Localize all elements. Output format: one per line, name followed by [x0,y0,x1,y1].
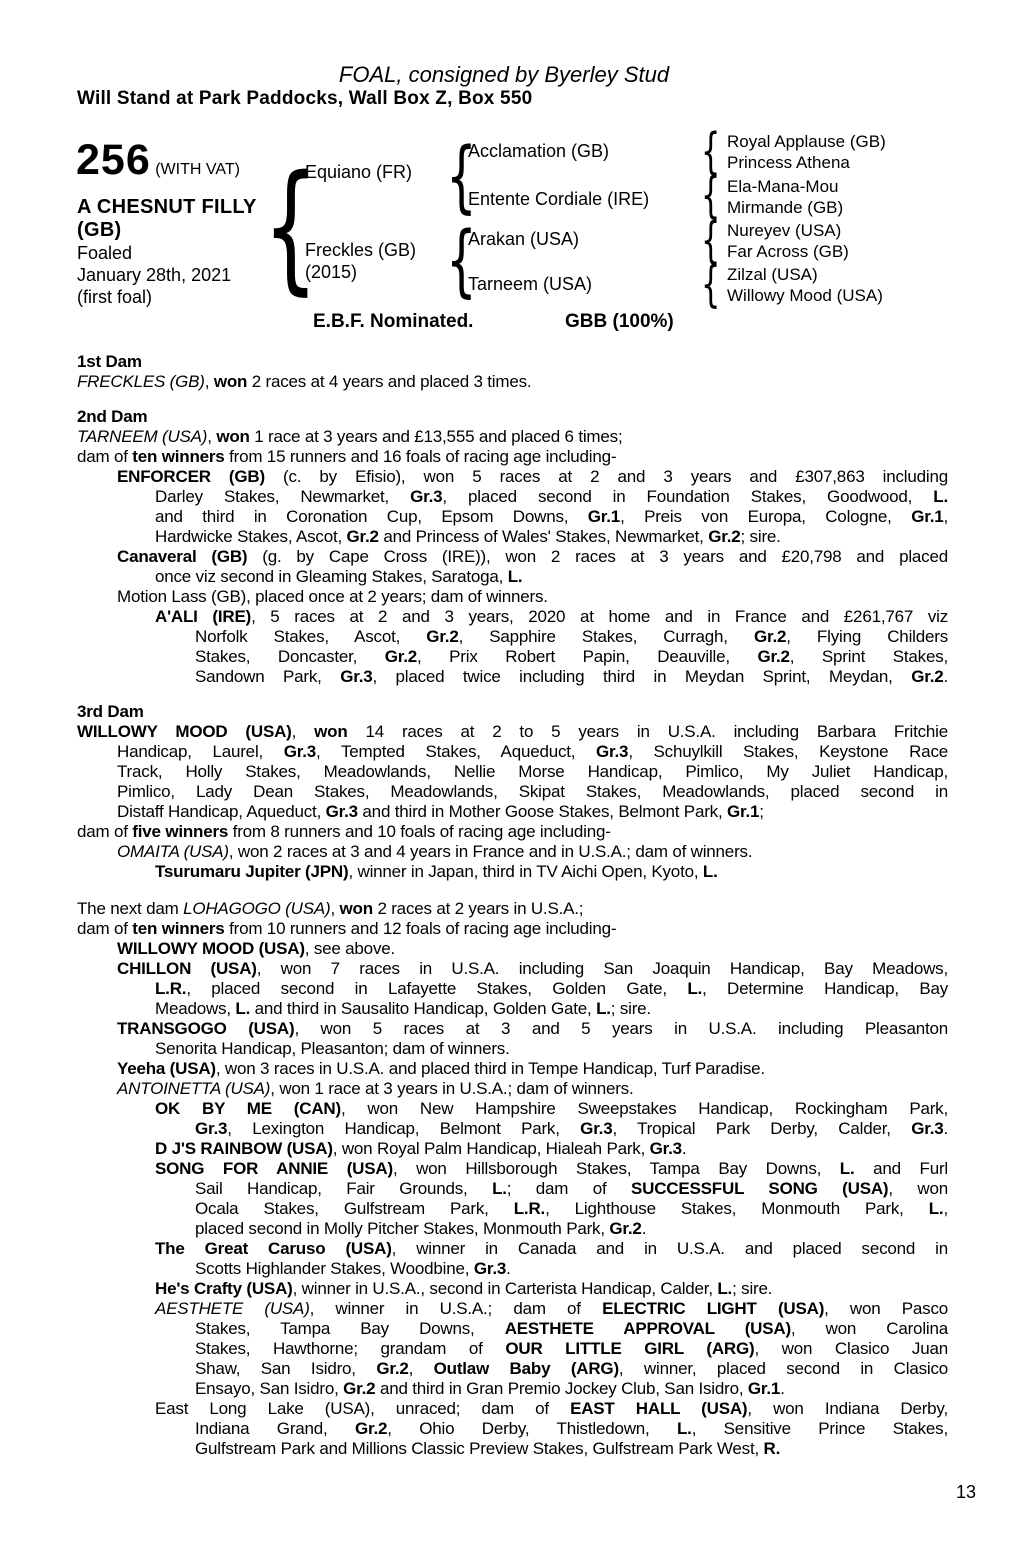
body-text-segment: , won Clasico Juan [754,1339,948,1358]
body-text-segment: Gr.3 [473,1259,507,1278]
body-text-segment: , placed twice including third in Meydan Sprint, Meydan, [372,667,912,686]
body-text-segment: Sail Handicap, Fair Grounds, [195,1179,493,1198]
body-text-segment: 2 races at 4 years and placed 3 times. [247,372,532,391]
body-text-segment: , Tropical Park Derby, Calder, [612,1119,912,1138]
body-line [77,487,948,507]
body-line [77,1299,948,1319]
body-text-segment: Gr.2 [355,1419,388,1438]
body-text-segment: (g. by Cape Cross (IRE)), won 2 races at 3 years and £20,798 and placed [247,547,948,566]
body-text-segment: Gr.2 [757,647,790,666]
pedigree-text-body [77,352,948,1459]
lot-heading [76,136,240,185]
body-text-segment: OK BY ME (CAN) [155,1099,341,1118]
body-text-segment: Gr.2 [753,627,787,646]
body-text-segment: Pimlico, Lady Dean Stakes, Meadowlands, Skipat Stakes, Meadowlands, placed second in [117,782,948,801]
body-text-segment: and third in Gran Premio Jockey Club, San Isidro, [375,1379,748,1398]
body-line [77,447,948,467]
foaled-date: January 28th, 2021 [77,265,232,285]
body-text-segment: Outlaw Baby (ARG) [433,1359,619,1378]
body-line [77,782,948,802]
dam-name: Freckles (GB) [305,240,417,260]
body-text-segment: L. [717,1279,733,1298]
body-text-segment: , winner in Canada and in U.S.A. and placed second in [391,1239,948,1258]
body-text-segment: Gr.3 [283,742,317,761]
body-text-segment: L. [928,1199,944,1218]
dam-sire-name: Arakan (USA) [468,229,580,249]
body-text-segment: L. [596,999,611,1018]
body-text-segment: Yeeha (USA) [117,1059,216,1078]
body-text-segment: Stakes, Hawthorne; grandam of [195,1339,506,1358]
body-text-segment: WILLOWY MOOD (USA) [77,722,292,741]
body-text-segment: , [330,899,340,918]
body-text-segment: . [641,1219,647,1238]
body-text-segment: , Sapphire Stakes, Curragh, [458,627,754,646]
body-line [77,1259,948,1279]
body-line [77,979,948,999]
body-text-segment: won [216,427,250,446]
body-text-segment: dam of [77,919,133,938]
body-text-segment: ENFORCER (GB) [117,467,265,486]
body-text-segment: . [506,1259,511,1278]
gbb-nomination: GBB (100%) [565,311,674,332]
body-line [77,427,948,447]
sire-sire-name: Acclamation (GB) [468,141,610,161]
body-text-segment: , Sprint Stakes, [789,647,949,666]
body-text-segment: , winner in U.S.A., second in Carterista Handicap, Calder, [292,1279,718,1298]
vat-note: (WITH VAT) [155,161,240,178]
body-text-segment: . [681,1139,687,1158]
horse-name-line2: (GB) [77,219,122,241]
body-text-segment: , winner in U.S.A.; dam of [309,1299,603,1318]
body-line [77,1239,948,1259]
body-text-segment: , won Indiana Derby, [747,1399,948,1418]
body-text-segment: Motion Lass (GB), placed once at 2 years; dam of winners. [117,587,548,606]
body-text-segment: AESTHETE (USA) [155,1299,310,1318]
body-line [77,1119,948,1139]
body-text-segment: Stakes, Tampa Bay Downs, [195,1319,505,1338]
body-text-segment: L. [933,487,948,506]
body-text-segment: , Determine Handicap, Bay [702,979,949,998]
body-text-segment: 1 race at 3 years and £13,555 and placed 6 times; [249,427,623,446]
body-text-segment: L. [702,862,718,881]
body-line [77,467,948,487]
gen3-name-4: Mirmande (GB) [727,198,844,217]
body-text-segment: , won Royal Palm Handicap, Hialeah Park, [332,1139,650,1158]
pedigree-brace-g3d [701,260,720,309]
body-line [77,607,948,627]
sire-dam-name: Entente Cordiale (IRE) [468,189,650,209]
body-text-segment: Gr.3 [340,667,373,686]
gen3-name-5: Nureyev (USA) [727,221,842,240]
body-text-segment: , Prix Robert Papin, Deauville, [417,647,758,666]
body-line [77,862,948,882]
body-text-segment: ; sire. [740,527,781,546]
body-text-segment: ANTOINETTA (USA) [117,1079,271,1098]
body-line [77,722,948,742]
body-line [77,1139,948,1159]
body-text-segment: L. [235,999,251,1018]
body-text-segment: , won [888,1179,949,1198]
body-text-segment: and Furl [854,1159,949,1178]
body-line [77,547,948,567]
body-text-segment: Gr.3 [911,1119,944,1138]
body-line [77,1319,948,1339]
body-text-segment: , Sensitive Prince Stakes, [691,1419,948,1438]
body-line [77,899,948,919]
body-text-segment: , see above. [304,939,396,958]
body-text-segment: L.R. [155,979,187,998]
body-text-segment: Ensayo, San Isidro, [195,1379,344,1398]
body-text-segment: , placed second in Foundation Stakes, Goodwood, [442,487,934,506]
body-text-segment: Gr.1 [587,507,621,526]
body-line [77,1279,948,1299]
body-line [77,1439,948,1459]
body-line [77,1419,948,1439]
body-line [77,762,948,782]
body-text-segment: , [943,507,948,526]
body-text-segment: , Schuylkill Stakes, Keystone Race [628,742,948,761]
body-text-segment: Track, Holly Stakes, Meadowlands, Nellie Morse Handicap, Pimlico, My Juliet Handicap, [117,762,948,781]
body-text-segment: Norfolk Stakes, Ascot, [195,627,427,646]
stand-location-line: Will Stand at Park Paddocks, Wall Box Z, Box 550 [77,88,533,109]
body-text-segment: L. [492,1179,507,1198]
gen3-name-2: Princess Athena [727,153,850,172]
body-text-segment: L. [507,567,523,586]
body-text-segment: R. [763,1439,781,1458]
body-text-segment: , placed second in Lafayette Stakes, Golden Gate, [186,979,688,998]
body-text-segment: from 10 runners and 12 foals of racing age including- [224,919,617,938]
body-text-segment: Gr.1 [911,507,944,526]
body-text-segment: . [943,667,948,686]
body-line [77,1339,948,1359]
body-text-segment: Meadows, [155,999,236,1018]
body-text-segment: Gr.2 [376,1359,409,1378]
body-text-segment: SONG FOR ANNIE (USA) [155,1159,393,1178]
body-text-segment: CHILLON (USA) [117,959,257,978]
body-text-segment: Distaff Handicap, Aqueduct, [117,802,326,821]
body-text-segment: , [291,722,315,741]
body-text-segment: SUCCESSFUL SONG (USA) [631,1179,889,1198]
body-text-segment: and third in Sausalito Handicap, Golden Gate, [250,999,597,1018]
body-text-segment: , won 1 race at 3 years in U.S.A.; dam of winners. [270,1079,634,1098]
body-text-segment: ten winners [132,919,225,938]
body-text-segment: LOHAGOGO (USA) [183,899,331,918]
body-line [77,587,948,607]
body-text-segment: , winner, placed second in Clasico [618,1359,949,1378]
body-text-segment: , [204,372,214,391]
body-text-segment: ten winners [132,447,225,466]
body-line [77,1159,948,1179]
body-text-segment: L. [687,979,703,998]
body-text-segment: , won 2 races at 3 and 4 years in France and in U.S.A.; dam of winners. [228,842,753,861]
body-text-segment: , [943,1199,948,1218]
body-text-segment: . [943,1119,948,1138]
body-line [77,1079,948,1099]
body-text-segment: D J'S RAINBOW (USA) [155,1139,333,1158]
body-text-segment: Gr.2 [343,1379,376,1398]
body-line [77,352,948,372]
body-line [77,1039,948,1059]
body-line [77,1399,948,1419]
body-text-segment: Shaw, San Isidro, [195,1359,377,1378]
body-text-segment: Canaveral (GB) [117,547,248,566]
body-line [77,1199,948,1219]
sire-name: Equiano (FR) [305,162,413,182]
body-line [77,1019,948,1039]
body-line [77,919,948,939]
body-text-segment: Stakes, Doncaster, [195,647,385,666]
body-line [77,1179,948,1199]
body-text-segment: AESTHETE APPROVAL (USA) [504,1319,791,1338]
dam-dam-name: Tarneem (USA) [468,274,593,294]
body-text-segment: 2 races at 2 years in U.S.A.; [372,899,584,918]
gen3-name-7: Zilzal (USA) [727,265,818,284]
body-text-segment: ; dam of [506,1179,632,1198]
body-text-segment: Hardwicke Stakes, Ascot, [155,527,347,546]
body-text-segment: A'ALI (IRE) [155,607,252,626]
body-text-segment: Gulfstream Park and Millions Classic Preview Stakes, Gulfstream Park West, [195,1439,764,1458]
body-text-segment: Handicap, Laurel, [117,742,284,761]
body-text-segment: EAST HALL (USA) [570,1399,748,1418]
body-text-segment: , Tempted Stakes, Aqueduct, [316,742,597,761]
body-text-segment: Gr.3 [580,1119,613,1138]
body-text-segment: He's Crafty (USA) [155,1279,293,1298]
body-line [77,1379,948,1399]
body-text-segment: , won 5 races at 3 and 5 years in U.S.A. including Pleasanton [294,1019,948,1038]
body-line [77,647,948,667]
body-text-segment: 3rd Dam [77,702,144,721]
body-text-segment: Gr.2 [426,627,459,646]
body-text-segment: Gr.2 [346,527,379,546]
horse-name-line1: A CHESNUT FILLY [77,196,257,218]
body-text-segment: Tsurumaru Jupiter (JPN) [155,862,349,881]
body-line [77,372,948,392]
ebf-nomination: E.B.F. Nominated. [313,311,474,332]
body-line [77,999,948,1019]
body-line [77,822,948,842]
body-text-segment: 2nd Dam [77,407,148,426]
body-line [77,742,948,762]
body-text-segment: , Flying Childers [786,627,948,646]
body-text-segment: The next dam [77,899,184,918]
body-line [77,1219,948,1239]
body-text-segment: Senorita Handicap, Pleasanton; dam of winners. [155,1039,510,1058]
body-text-segment: . [780,1379,785,1398]
body-line [77,667,948,687]
body-text-segment: from 8 runners and 10 foals of racing age including- [228,822,611,841]
body-line [77,1099,948,1119]
dam-year: (2015) [305,262,358,282]
body-line [77,702,948,722]
body-text-segment: Gr.3 [195,1119,228,1138]
body-text-segment: won [339,899,373,918]
body-text-segment: , Preis von Europa, Cologne, [620,507,912,526]
body-text-segment: , 5 races at 2 and 3 years, 2020 at home and in France and £261,767 viz [251,607,948,626]
body-text-segment: TRANSGOGO (USA) [117,1019,295,1038]
body-text-segment: OUR LITTLE GIRL (ARG) [505,1339,755,1358]
body-text-segment: Gr.2 [384,647,418,666]
body-text-segment: L.R. [513,1199,546,1218]
body-text-segment: once viz second in Gleaming Stakes, Saratoga, [155,567,508,586]
gen3-name-1: Royal Applause (GB) [727,132,886,151]
body-text-segment: and third in Mother Goose Stakes, Belmont Park, [357,802,728,821]
body-text-segment: won [213,372,248,391]
body-text-segment: Ocala Stakes, Gulfstream Park, [195,1199,514,1218]
body-text-segment: ELECTRIC LIGHT (USA) [602,1299,825,1318]
body-line [77,959,948,979]
foal-note: (first foal) [77,287,153,307]
body-text-segment: WILLOWY MOOD (USA) [117,939,305,958]
body-text-segment: , won Carolina [790,1319,948,1338]
body-text-segment: dam of [77,447,133,466]
body-text-segment: Gr.3 [596,742,629,761]
body-text-segment: won [314,722,348,741]
body-text-segment: Sandown Park, [195,667,341,686]
body-text-segment: 1st Dam [77,352,142,371]
body-text-segment: , Lexington Handicap, Belmont Park, [227,1119,581,1138]
body-text-segment: Gr.3 [410,487,443,506]
body-text-segment: ; sire. [732,1279,773,1298]
body-text-segment: , won 7 races in U.S.A. including San Joaquin Handicap, Bay Meadows, [256,959,948,978]
body-text-segment: ; [759,802,764,821]
body-text-segment: , won New Hampshire Sweepstakes Handicap, Rockingham Park, [340,1099,948,1118]
body-line [77,802,948,822]
consignor-title: FOAL, consigned by Byerley Stud [338,62,670,87]
body-text-segment: placed second in Molly Pitcher Stakes, Monmouth Park, [195,1219,610,1238]
body-text-segment: The Great Caruso (USA) [155,1239,392,1258]
gen3-name-6: Far Across (GB) [727,242,849,261]
page-number: 13 [956,1482,977,1502]
body-text-segment: Gr.3 [649,1139,682,1158]
body-text-segment: OMAITA (USA) [117,842,229,861]
body-text-segment: dam of [77,822,133,841]
body-text-segment: ; sire. [610,999,651,1018]
body-line [77,507,948,527]
body-text-segment: , won Hillsborough Stakes, Tampa Bay Downs, [392,1159,840,1178]
body-text-segment: Gr.2 [708,527,741,546]
body-text-segment: FRECKLES (GB) [77,372,205,391]
body-line [77,1359,948,1379]
body-line [77,627,948,647]
body-text-segment: , won Pasco [824,1299,948,1318]
body-line [77,1059,948,1079]
body-text-segment: 14 races at 2 to 5 years in U.S.A. including Barbara Fritchie [347,722,948,741]
body-text-segment: Gr.2 [911,667,944,686]
body-text-segment: , Lighthouse Stakes, Monmouth Park, [545,1199,929,1218]
body-text-segment: Gr.1 [747,1379,781,1398]
body-text-segment: Gr.1 [727,802,760,821]
lot-number: 256 [76,136,151,184]
body-text-segment: L. [677,1419,692,1438]
body-text-segment: , Ohio Derby, Thistledown, [387,1419,677,1438]
body-line [77,527,948,547]
body-text-segment: Gr.3 [325,802,358,821]
body-line [77,842,948,862]
body-text-segment: Gr.2 [609,1219,642,1238]
body-text-segment: from 15 runners and 16 foals of racing age including- [224,447,617,466]
body-text-segment: and third in Coronation Cup, Epsom Downs, [155,507,588,526]
body-line [77,407,948,427]
body-text-segment: Scotts Highlander Stakes, Woodbine, [195,1259,474,1278]
body-text-segment: , won 3 races in U.S.A. and placed third in Tempe Handicap, Turf Paradise. [215,1059,765,1078]
body-text-segment: TARNEEM (USA) [77,427,208,446]
body-text-segment: East Long Lake (USA), unraced; dam of [155,1399,571,1418]
body-text-segment: L. [839,1159,855,1178]
body-text-segment: , [207,427,217,446]
foaled-label: Foaled [77,243,133,263]
gen3-name-8: Willowy Mood (USA) [727,286,883,305]
body-text-segment: and Princess of Wales' Stakes, Newmarket, [378,527,709,546]
body-text-segment: , winner in Japan, third in TV Aichi Open, Kyoto, [348,862,703,881]
gen3-name-3: Ela-Mana-Mou [727,177,839,196]
body-text-segment: (c. by Efisio), won 5 races at 2 and 3 years and £307,863 including [264,467,948,486]
body-line [77,567,948,587]
body-text-segment: five winners [132,822,229,841]
body-line [77,939,948,959]
body-text-segment: , [408,1359,434,1378]
body-text-segment: Indiana Grand, [195,1419,356,1438]
body-text-segment: Darley Stakes, Newmarket, [155,487,411,506]
